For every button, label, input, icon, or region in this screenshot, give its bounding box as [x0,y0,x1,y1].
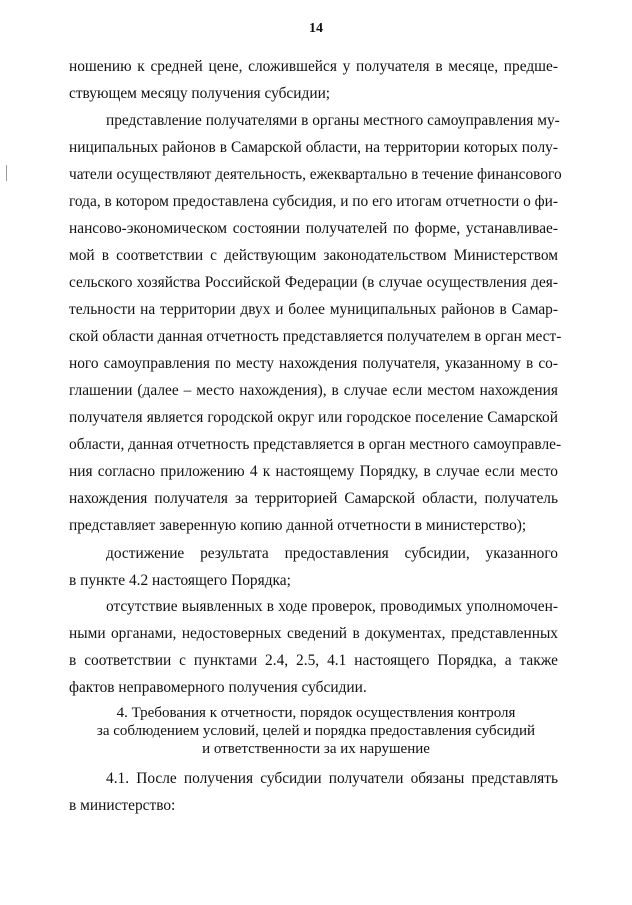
text-line: глашении (далее – место нахождения), в случае если местом нахождения [69,382,558,399]
text-line: ными органами, недостоверных сведений в документах, представленных [69,625,558,642]
text-line: области, данная отчетность представляется в орган местного самоуправле- [69,436,562,453]
heading-line: 4. Требования к отчетности, порядок осуществления контроля [116,705,516,721]
heading-line: за соблюдением условий, целей и порядка предоставления субсидий [96,723,536,739]
text-line: ного самоуправления по месту нахождения получателя, указанному в со- [69,355,558,372]
text-line: нахождения получателя за территорией Самарской области, получатель [69,490,558,507]
text-line: представление получателями в органы местного самоуправления му- [106,112,560,129]
text-line: в пункте 4.2 настоящего Порядка; [69,572,291,589]
text-line: достижение результата предоставления субсидии, указанного [106,545,558,562]
text-line: чатели осуществляют деятельность, ежеквартально в течение финансового [69,166,562,183]
text-line: ствующем месяцу получения субсидии; [69,85,331,102]
text-line: 4.1. После получения субсидии получатели обязаны представлять [106,770,558,787]
text-line: в соответствии с пунктами 2.4, 2.5, 4.1 настоящего Порядка, а также [69,652,558,669]
scan-edge-mark [6,165,7,181]
page-number: 14 [309,21,323,36]
text-line: получателя является городской округ или городское поселение Самарской [69,409,558,426]
text-line: тельности на территории двух и более муниципальных районов в Самар- [69,301,558,318]
text-line: нансово-экономическом состоянии получателей по форме, устанавливае- [69,220,558,237]
text-line: ской области данная отчетность представляется получателем в орган мест- [69,328,562,345]
text-line: ния согласно приложению 4 к настоящему Порядку, в случае если место [69,463,558,480]
text-line: ниципальных районов в Самарской области, на территории которых полу- [69,139,558,156]
heading-line: и ответственности за их нарушение [202,741,430,757]
text-line: представляет заверенную копию данной отчетности в министерство); [69,517,527,534]
text-line: года, в котором предоставлена субсидия, и по его итогам отчетности о фи- [69,193,558,210]
text-line: в министерство: [69,797,176,814]
text-line: сельского хозяйства Российской Федерации (в случае осуществления дея- [69,274,558,291]
text-line: ношению к средней цене, сложившейся у получателя в месяце, предше- [69,58,558,75]
text-line: мой в соответствии с действующим законодательством Министерством [69,247,558,264]
text-line: фактов неправомерного получения субсидии. [69,679,367,696]
text-line: отсутствие выявленных в ходе проверок, проводимых уполномочен- [106,598,558,615]
